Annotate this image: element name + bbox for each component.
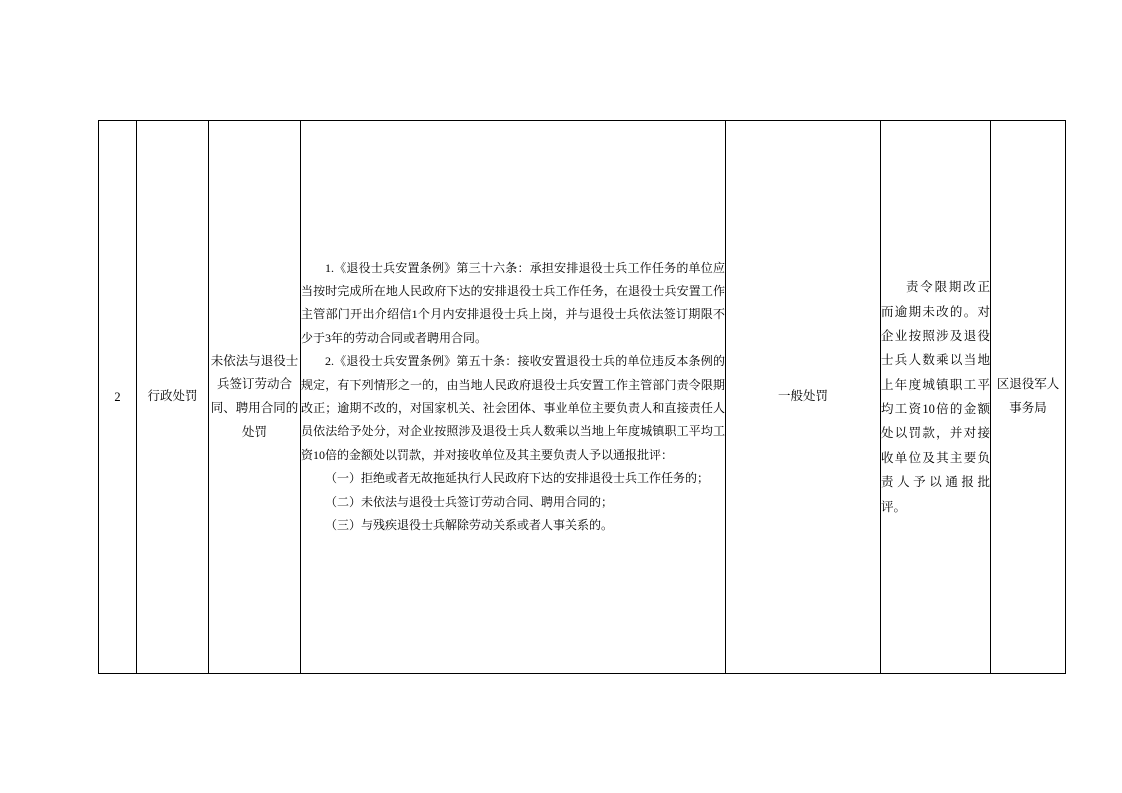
cell-penalty-level: 一般处罚 <box>726 121 881 674</box>
cell-row-number: 2 <box>99 121 137 674</box>
penalty-standard-text: 责令限期改正而逾期未改的。对企业按照涉及退役士兵人数乘以当地上年度城镇职工平均工资10倍的金额处以罚款，并对接收单位及其主要负责人予以通报批评。 <box>881 280 990 514</box>
cell-penalty-standard <box>881 121 991 674</box>
cell-legal-basis <box>301 121 726 674</box>
legal-basis-paragraph-5: （三）与残疾退役士兵解除劳动关系或者人事关系的。 <box>325 517 614 532</box>
legal-basis-paragraph-1: 1.《退役士兵安置条例》第三十六条：承担安排退役士兵工作任务的单位应当按时完成所在地人民政府下达的安排退役士兵工作任务，在退役士兵安置工作主管部门开出介绍信1个月内安排退役士兵上岗，并与退役士兵依法签订期限不少于3年的劳动合同或者聘用合同。 <box>301 260 725 345</box>
legal-basis-paragraph-4: （二）未依法与退役士兵签订劳动合同、聘用合同的； <box>325 494 614 509</box>
cell-category: 行政处罚 <box>137 121 209 674</box>
legal-basis-paragraph-2: 2.《退役士兵安置条例》第五十条：接收安置退役士兵的单位违反本条例的规定，有下列情形之一的，由当地人民政府退役士兵安置工作主管部门责令限期改正；逾期不改的，对国家机关、社会团体、事业单位主要负责人和直接责任人员依法给予处分，对企业按照涉及退役士兵人数乘以当地上年度城镇职工平均工资10倍的金额处以罚款，并对接收单位及其主要负责人予以通报批评： <box>301 354 725 462</box>
legal-basis-paragraph-3: （一）拒绝或者无故拖延执行人民政府下达的安排退役士兵工作任务的； <box>325 471 710 486</box>
table-row <box>99 121 1066 674</box>
cell-department: 区退役军人事务局 <box>991 121 1066 674</box>
cell-item-name: 未依法与退役士兵签订劳动合同、聘用合同的处罚 <box>209 121 301 674</box>
administrative-penalty-table <box>98 120 1066 674</box>
